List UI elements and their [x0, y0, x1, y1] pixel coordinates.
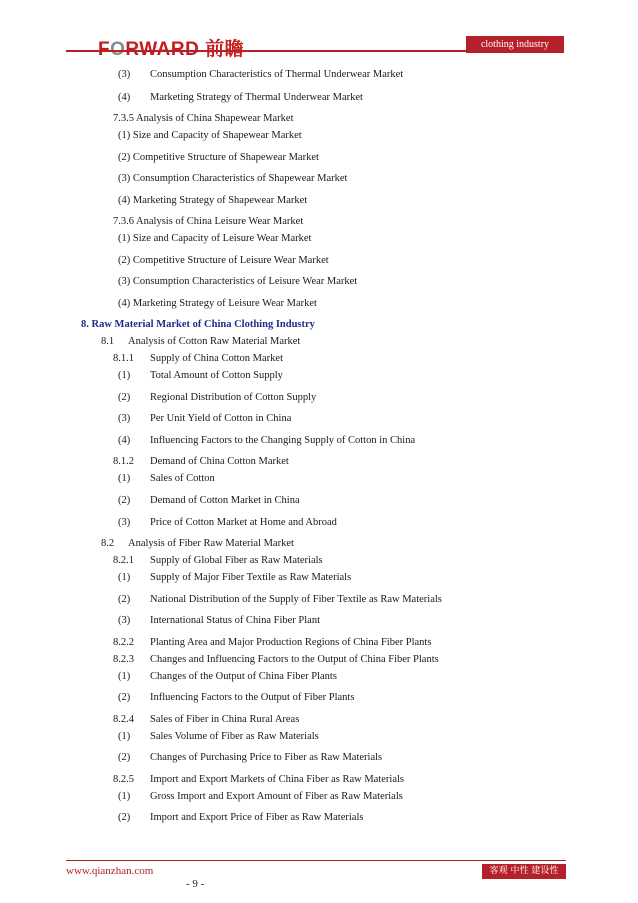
toc-number: 8.1.2 — [113, 456, 134, 467]
toc-number: 8.2.4 — [113, 714, 134, 725]
toc-text: Total Amount of Cotton Supply — [150, 370, 283, 381]
toc-number: (3) — [118, 69, 131, 80]
toc-text: Price of Cotton Market at Home and Abroad — [150, 517, 337, 528]
toc-number: (2) — [118, 812, 131, 823]
toc-text: (2) Competitive Structure of Shapewear Market — [118, 152, 319, 163]
toc-number: 8.2.3 — [113, 654, 134, 665]
toc-number: (1) — [118, 671, 131, 682]
toc-number: 8.2.2 — [113, 637, 134, 648]
toc-number: (2) — [118, 594, 131, 605]
toc-number: (1) — [118, 370, 131, 381]
footer-website-link[interactable]: www.qianzhan.com — [66, 865, 154, 877]
toc-number: (1) — [118, 731, 131, 742]
toc-text: Influencing Factors to the Output of Fiber Plants — [150, 692, 355, 703]
toc-text: Changes of the Output of China Fiber Plants — [150, 671, 337, 682]
toc-number: (2) — [118, 495, 131, 506]
toc-text: Regional Distribution of Cotton Supply — [150, 392, 317, 403]
footer-slogan-tag: 客观 中性 建设性 — [482, 864, 566, 879]
logo-rest: RWARD 前瞻 — [125, 39, 245, 60]
logo-letter-f: F — [98, 39, 111, 60]
header-rule — [66, 50, 466, 52]
toc-number: (4) — [118, 435, 131, 446]
toc-number: (1) — [118, 791, 131, 802]
toc-text: Supply of Major Fiber Textile as Raw Materials — [150, 572, 352, 583]
toc-text: National Distribution of the Supply of Fiber Textile as Raw Materials — [150, 594, 442, 605]
toc-text: Import and Export Markets of China Fiber as Raw Materials — [150, 774, 404, 785]
toc-number: (3) — [118, 517, 131, 528]
toc-text: Changes of Purchasing Price to Fiber as Raw Materials — [150, 752, 383, 763]
toc-number: (2) — [118, 392, 131, 403]
toc-text: 7.3.6 Analysis of China Leisure Wear Market — [113, 216, 304, 227]
toc-text: Marketing Strategy of Thermal Underwear Market — [150, 92, 363, 103]
toc-text: (4) Marketing Strategy of Leisure Wear Market — [118, 298, 317, 309]
header-logo — [98, 34, 244, 61]
toc-text: (1) Size and Capacity of Shapewear Market — [118, 130, 302, 141]
toc-text: Sales of Cotton — [150, 473, 215, 484]
toc-text: Demand of Cotton Market in China — [150, 495, 300, 506]
toc-text: (1) Size and Capacity of Leisure Wear Market — [118, 233, 312, 244]
toc-text: Consumption Characteristics of Thermal Underwear Market — [150, 69, 404, 80]
logo-letter-o: O — [110, 39, 126, 60]
header-section-tag: clothing industry — [466, 36, 564, 53]
toc-chapter-text[interactable]: 8. Raw Material Market of China Clothing Industry — [81, 319, 315, 330]
toc-text: Supply of Global Fiber as Raw Materials — [150, 555, 323, 566]
toc-number: (1) — [118, 572, 131, 583]
toc-text: Planting Area and Major Production Regions of China Fiber Plants — [150, 637, 432, 648]
toc-text: Changes and Influencing Factors to the Output of China Fiber Plants — [150, 654, 439, 665]
toc-number: (2) — [118, 752, 131, 763]
toc-text: Sales of Fiber in China Rural Areas — [150, 714, 300, 725]
toc-number: 8.1.1 — [113, 353, 134, 364]
toc-text: (2) Competitive Structure of Leisure Wear Market — [118, 255, 329, 266]
toc-text: (4) Marketing Strategy of Shapewear Market — [118, 195, 308, 206]
toc-text: Analysis of Fiber Raw Material Market — [128, 538, 294, 549]
toc-number: (3) — [118, 615, 131, 626]
toc-number: 8.2 — [101, 538, 115, 549]
toc-text: 7.3.5 Analysis of China Shapewear Market — [113, 113, 294, 124]
toc-number: (1) — [118, 473, 131, 484]
toc-text: Per Unit Yield of Cotton in China — [150, 413, 292, 424]
toc-number: (2) — [118, 692, 131, 703]
toc-text: Gross Import and Export Amount of Fiber as Raw Materials — [150, 791, 403, 802]
toc-number: 8.2.5 — [113, 774, 134, 785]
toc-text: Demand of China Cotton Market — [150, 456, 289, 467]
toc-text: (3) Consumption Characteristics of Leisure Wear Market — [118, 276, 358, 287]
toc-text: International Status of China Fiber Plant — [150, 615, 321, 626]
toc-number: (4) — [118, 92, 131, 103]
toc-text: Sales Volume of Fiber as Raw Materials — [150, 731, 319, 742]
toc-text: Import and Export Price of Fiber as Raw Materials — [150, 812, 364, 823]
page-number: - 9 - — [186, 878, 205, 890]
toc-number: (3) — [118, 413, 131, 424]
footer-rule — [66, 860, 566, 861]
toc-number: 8.1 — [101, 336, 115, 347]
toc-text: Influencing Factors to the Changing Supply of Cotton in China — [150, 435, 416, 446]
toc-number: 8.2.1 — [113, 555, 134, 566]
toc-text: (3) Consumption Characteristics of Shapewear Market — [118, 173, 348, 184]
toc-text: Analysis of Cotton Raw Material Market — [128, 336, 301, 347]
toc-text: Supply of China Cotton Market — [150, 353, 283, 364]
